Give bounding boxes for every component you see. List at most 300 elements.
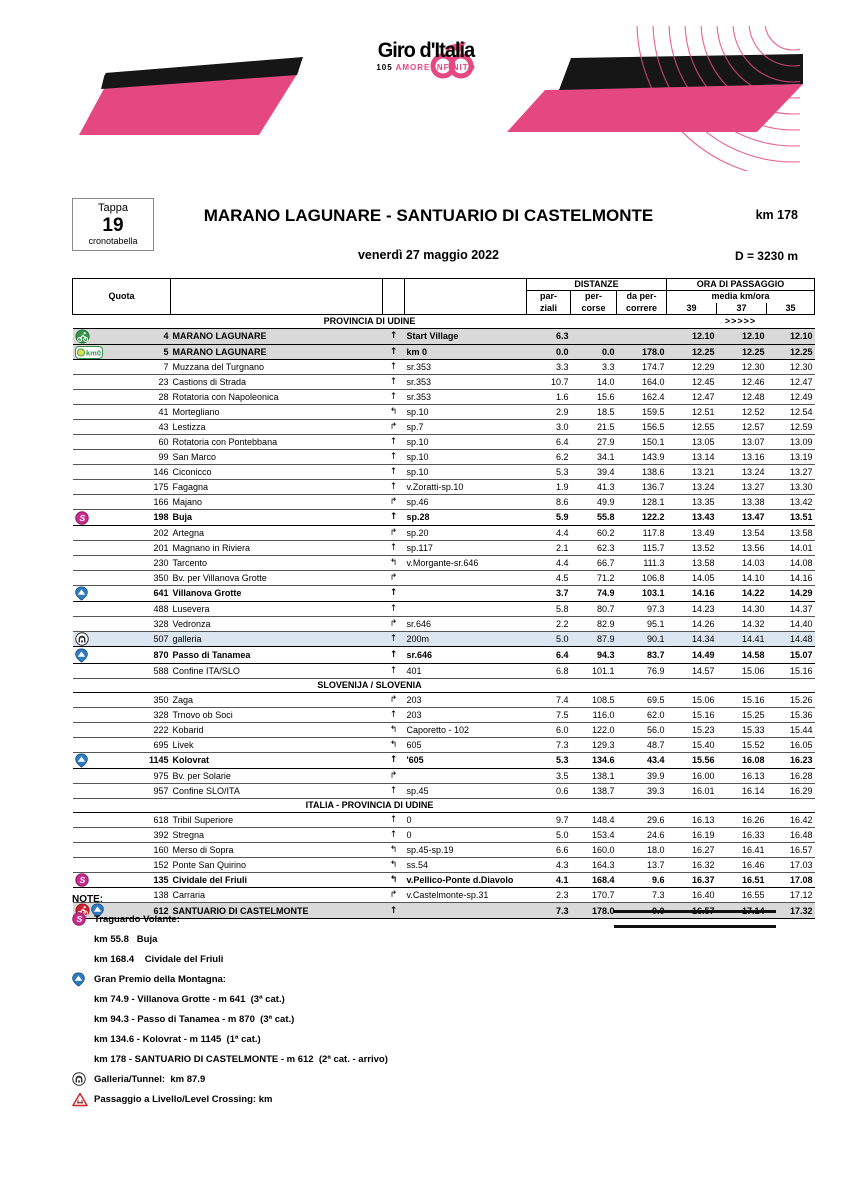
time-at-37: 12.46 [717, 375, 767, 390]
note-text: km 94.3 - Passo di Tanamea - m 870 (3ª cat.) [94, 1013, 295, 1025]
km-remaining: 43.4 [617, 752, 667, 768]
time-at-39: 14.49 [667, 647, 717, 663]
time-at-37: 13.27 [717, 480, 767, 495]
km-partial: 7.4 [527, 692, 571, 707]
location-name: Tribil Superiore [171, 812, 383, 827]
road-name: v.Castelmonte-sp.31 [405, 888, 527, 903]
location-name: Carraria [171, 888, 383, 903]
altitude-value: 507 [107, 631, 171, 647]
km-covered: 27.9 [571, 435, 617, 450]
altitude-value: 175 [107, 480, 171, 495]
km-covered: 60.2 [571, 525, 617, 540]
km-covered: 3.3 [571, 360, 617, 375]
km-remaining: 106.8 [617, 570, 667, 585]
road-name [405, 585, 527, 601]
location-name: Bv. per Solarie [171, 768, 383, 783]
km-covered: 39.4 [571, 465, 617, 480]
table-row [73, 390, 815, 405]
table-row [73, 692, 815, 707]
time-at-39: 14.34 [667, 631, 717, 647]
road-name: sr.353 [405, 360, 527, 375]
table-row [73, 601, 815, 616]
altitude-value: 588 [107, 663, 171, 678]
turn-direction-icon: ↑ [383, 435, 405, 450]
km-partial: 0.0 [527, 344, 571, 359]
time-at-37: 16.33 [717, 827, 767, 842]
road-name: 0 [405, 827, 527, 842]
km-covered: 168.4 [571, 872, 617, 888]
turn-direction-icon: ↱ [383, 525, 405, 540]
table-row [73, 663, 815, 678]
stage-titlebar [72, 198, 798, 263]
location-name: Passo di Tanamea [171, 647, 383, 663]
km-remaining: 90.1 [617, 631, 667, 647]
table-row [73, 842, 815, 857]
time-at-39: 16.13 [667, 812, 717, 827]
altitude-value: 350 [107, 692, 171, 707]
svg-text:S: S [78, 512, 85, 523]
altitude-value: 392 [107, 827, 171, 842]
km-remaining: 136.7 [617, 480, 667, 495]
turn-direction-icon: ↱ [383, 616, 405, 631]
location-name: Tarcento [171, 555, 383, 570]
note-text: Gran Premio della Montagna: [94, 973, 226, 985]
header-speed-37: 37 [717, 303, 767, 315]
row-icons [73, 601, 107, 616]
stage-date: venerdì 27 maggio 2022 [357, 248, 500, 262]
turn-direction-icon: ↱ [383, 495, 405, 510]
note-line [72, 989, 798, 1009]
time-at-37: 15.06 [717, 663, 767, 678]
time-at-39: 13.21 [667, 465, 717, 480]
turn-direction-icon: ↱ [383, 420, 405, 435]
turn-direction-icon: ↑ [383, 360, 405, 375]
header-location [171, 279, 383, 315]
time-at-39: 12.55 [667, 420, 717, 435]
time-at-35: 14.01 [767, 540, 815, 555]
note-line [72, 1009, 798, 1029]
turn-direction-icon: ↱ [383, 888, 405, 903]
time-at-39: 14.57 [667, 663, 717, 678]
table-row [73, 420, 815, 435]
time-at-35: 12.47 [767, 375, 815, 390]
time-at-37: 14.10 [717, 570, 767, 585]
time-at-37: 12.30 [717, 360, 767, 375]
giro-logo [356, 40, 496, 72]
km-remaining: 174.7 [617, 360, 667, 375]
turn-direction-icon: ↑ [383, 510, 405, 526]
altitude-value: 135 [107, 872, 171, 888]
turn-direction-icon: ↑ [383, 601, 405, 616]
row-icons [73, 812, 107, 827]
row-icons [73, 465, 107, 480]
turn-direction-icon: ↑ [383, 465, 405, 480]
km-covered: 82.9 [571, 616, 617, 631]
km-partial: 1.6 [527, 390, 571, 405]
note-line [72, 1049, 798, 1069]
time-at-37: 13.38 [717, 495, 767, 510]
time-at-35: 16.29 [767, 783, 815, 798]
time-at-35: 16.23 [767, 752, 815, 768]
row-icons [73, 450, 107, 465]
row-icons [73, 692, 107, 707]
time-at-35: 15.16 [767, 663, 815, 678]
km-covered: 41.3 [571, 480, 617, 495]
km-covered: 14.0 [571, 375, 617, 390]
time-at-35: 14.40 [767, 616, 815, 631]
location-name: Livek [171, 737, 383, 752]
turn-direction-icon: ↑ [383, 663, 405, 678]
road-name [405, 601, 527, 616]
time-at-39: 13.14 [667, 450, 717, 465]
road-name: sp.10 [405, 465, 527, 480]
altitude-value: 160 [107, 842, 171, 857]
altitude-value: 4 [107, 328, 171, 344]
row-icons [73, 707, 107, 722]
altitude-value: 328 [107, 707, 171, 722]
location-name: Confine SLO/ITA [171, 783, 383, 798]
km-covered: 148.4 [571, 812, 617, 827]
km-partial: 6.4 [527, 435, 571, 450]
km-remaining: 39.3 [617, 783, 667, 798]
km-covered: 122.0 [571, 722, 617, 737]
location-name: Merso di Sopra [171, 842, 383, 857]
km-covered: 18.5 [571, 405, 617, 420]
turn-direction-icon: ↑ [383, 647, 405, 663]
time-at-39: 16.37 [667, 872, 717, 888]
time-at-35: 13.42 [767, 495, 815, 510]
row-icons [73, 616, 107, 631]
table-row [73, 525, 815, 540]
header-speed-39: 39 [667, 303, 717, 315]
time-at-35: 12.49 [767, 390, 815, 405]
road-name [405, 768, 527, 783]
km-remaining: 18.0 [617, 842, 667, 857]
turn-direction-icon: ↰ [383, 722, 405, 737]
note-text: km 134.6 - Kolovrat - m 1145 (1ª cat.) [94, 1033, 261, 1045]
altitude-value: 488 [107, 601, 171, 616]
time-at-37: 12.57 [717, 420, 767, 435]
km-covered: 80.7 [571, 601, 617, 616]
location-name: Cividale del Friuli [171, 872, 383, 888]
km-remaining: 150.1 [617, 435, 667, 450]
km-covered: 55.8 [571, 510, 617, 526]
note-text: Galleria/Tunnel: km 87.9 [94, 1073, 206, 1085]
km-covered: 15.6 [571, 390, 617, 405]
table-row [73, 585, 815, 601]
location-name: Lusevera [171, 601, 383, 616]
km-covered: 138.7 [571, 783, 617, 798]
location-name: SANTUARIO DI CASTELMONTE [171, 903, 383, 919]
time-at-35: 16.42 [767, 812, 815, 827]
turn-direction-icon: ↑ [383, 328, 405, 344]
note-icon-wrap [72, 1092, 94, 1107]
time-at-35: 13.09 [767, 435, 815, 450]
km-covered: 170.7 [571, 888, 617, 903]
turn-direction-icon: ↑ [383, 585, 405, 601]
note-line [72, 1029, 798, 1049]
table-row [73, 540, 815, 555]
notes-label: NOTE: [72, 894, 104, 905]
road-name: 0 [405, 812, 527, 827]
altitude-value: 695 [107, 737, 171, 752]
location-name: Rotatoria con Napoleonica [171, 390, 383, 405]
row-icons [73, 585, 107, 601]
time-at-37: 14.22 [717, 585, 767, 601]
km-covered: 21.5 [571, 420, 617, 435]
altitude-value: 222 [107, 722, 171, 737]
km-covered: 94.3 [571, 647, 617, 663]
time-at-37: 16.14 [717, 783, 767, 798]
time-at-39: 16.40 [667, 888, 717, 903]
time-at-37: 13.47 [717, 510, 767, 526]
stage-box [72, 198, 154, 251]
km-partial: 2.3 [527, 888, 571, 903]
header-media: media km/ora [667, 291, 815, 303]
note-text: km 178 - SANTUARIO DI CASTELMONTE - m 612 (2ª cat. - arrivo) [94, 1053, 388, 1065]
km-partial: 6.8 [527, 663, 571, 678]
road-name: Start Village [405, 328, 527, 344]
time-at-37: 15.16 [717, 692, 767, 707]
tunnel-icon [75, 632, 89, 646]
road-name: 605 [405, 737, 527, 752]
time-at-39: 16.19 [667, 827, 717, 842]
table-row [73, 857, 815, 872]
turn-direction-icon: ↰ [383, 737, 405, 752]
time-at-39: 13.49 [667, 525, 717, 540]
km-partial: 6.4 [527, 647, 571, 663]
time-at-39: 12.51 [667, 405, 717, 420]
turn-direction-icon: ↑ [383, 631, 405, 647]
altitude-value: 618 [107, 812, 171, 827]
time-at-39: 13.24 [667, 480, 717, 495]
road-name: sp.45-sp.19 [405, 842, 527, 857]
road-name: sp.28 [405, 510, 527, 526]
note-line [72, 1069, 798, 1089]
altitude-value: 641 [107, 585, 171, 601]
table-row [73, 465, 815, 480]
row-icons [73, 737, 107, 752]
location-name: Castions di Strada [171, 375, 383, 390]
section-label: SLOVENIJA / SLOVENIA [73, 678, 667, 692]
time-at-35: 12.10 [767, 328, 815, 344]
km-remaining: 143.9 [617, 450, 667, 465]
km-remaining: 48.7 [617, 737, 667, 752]
altitude-value: 975 [107, 768, 171, 783]
altitude-value: 60 [107, 435, 171, 450]
location-name: Lestizza [171, 420, 383, 435]
road-name: sp.7 [405, 420, 527, 435]
stage-title: MARANO LAGUNARE - SANTUARIO DI CASTELMONTE [203, 206, 654, 225]
km-partial: 10.7 [527, 375, 571, 390]
svg-text:km0: km0 [85, 348, 101, 358]
corner-arcs-graphic [555, 26, 800, 171]
time-at-39: 16.32 [667, 857, 717, 872]
altitude-value: 1145 [107, 752, 171, 768]
note-text: km 168.4 Cividale del Friuli [94, 953, 224, 965]
turn-direction-icon: ↑ [383, 707, 405, 722]
time-at-35: 15.44 [767, 722, 815, 737]
km-partial: 2.9 [527, 405, 571, 420]
altitude-value: 152 [107, 857, 171, 872]
time-at-35: 12.30 [767, 360, 815, 375]
row-icons [73, 570, 107, 585]
km-remaining: 159.5 [617, 405, 667, 420]
direction-arrows [667, 678, 815, 692]
gpm-mountain-icon [75, 648, 88, 663]
time-at-39: 13.05 [667, 435, 717, 450]
km-remaining: 56.0 [617, 722, 667, 737]
km-remaining: 69.5 [617, 692, 667, 707]
table-row [73, 495, 815, 510]
direction-arrows [667, 798, 815, 812]
note-text: km 55.8 Buja [94, 933, 158, 945]
table-row [73, 616, 815, 631]
time-at-39: 15.56 [667, 752, 717, 768]
road-name: sp.20 [405, 525, 527, 540]
time-at-37: 16.26 [717, 812, 767, 827]
km-covered: 49.9 [571, 495, 617, 510]
turn-direction-icon: ↑ [383, 450, 405, 465]
km-partial: 5.0 [527, 827, 571, 842]
time-at-35: 14.08 [767, 555, 815, 570]
sprint-icon [75, 511, 89, 525]
time-at-35: 13.19 [767, 450, 815, 465]
note-line [72, 969, 798, 989]
altitude-value: 612 [107, 903, 171, 919]
km-partial: 4.3 [527, 857, 571, 872]
row-icons [73, 435, 107, 450]
level-crossing-icon [72, 1092, 88, 1107]
altitude-value: 23 [107, 375, 171, 390]
time-at-39: 14.05 [667, 570, 717, 585]
location-name: Villanova Grotte [171, 585, 383, 601]
time-at-35: 12.54 [767, 405, 815, 420]
table-row [73, 631, 815, 647]
table-row [73, 480, 815, 495]
time-at-39: 15.40 [667, 737, 717, 752]
km-partial: 7.3 [527, 737, 571, 752]
stage-title-mid [154, 198, 703, 262]
time-at-35: 14.16 [767, 570, 815, 585]
km-remaining: 115.7 [617, 540, 667, 555]
location-name: Mortegliano [171, 405, 383, 420]
altitude-value: 99 [107, 450, 171, 465]
sprint-icon [75, 873, 89, 887]
turn-direction-icon: ↑ [383, 903, 405, 919]
km-covered: 101.1 [571, 663, 617, 678]
location-name: Muzzana del Turgnano [171, 360, 383, 375]
row-icons [73, 360, 107, 375]
row-icons [73, 540, 107, 555]
time-at-39: 15.23 [667, 722, 717, 737]
left-banner-graphic [75, 45, 315, 137]
stage-title-right [703, 198, 798, 263]
km-covered [571, 328, 617, 344]
turn-direction-icon: ↱ [383, 692, 405, 707]
location-name: Vedronza [171, 616, 383, 631]
table-row [73, 510, 815, 526]
table-row [73, 328, 815, 344]
note-text: Passaggio a Livello/Level Crossing: km [94, 1093, 273, 1105]
time-at-37: 14.58 [717, 647, 767, 663]
altitude-value: 202 [107, 525, 171, 540]
row-icons [73, 647, 107, 663]
logo-title: Giro d'Italia [377, 39, 475, 62]
km-covered: 160.0 [571, 842, 617, 857]
km-covered: 71.2 [571, 570, 617, 585]
location-name: Bv. per Villanova Grotte [171, 570, 383, 585]
table-row [73, 707, 815, 722]
turn-direction-icon: ↑ [383, 827, 405, 842]
location-name: Stregna [171, 827, 383, 842]
km-partial: 5.3 [527, 465, 571, 480]
km-partial: 5.0 [527, 631, 571, 647]
time-at-37: 14.03 [717, 555, 767, 570]
km-covered: 138.1 [571, 768, 617, 783]
row-icons [73, 495, 107, 510]
km-covered: 66.7 [571, 555, 617, 570]
note-text: Traguardo Volante: [94, 913, 180, 925]
time-at-35: 13.58 [767, 525, 815, 540]
altitude-value: 870 [107, 647, 171, 663]
time-at-35: 16.57 [767, 842, 815, 857]
header-par-bottom: ziali [527, 303, 571, 315]
km-covered: 178.0 [571, 903, 617, 919]
km-partial: 6.6 [527, 842, 571, 857]
turn-direction-icon: ↑ [383, 783, 405, 798]
altitude-value: 28 [107, 390, 171, 405]
km-remaining: 97.3 [617, 601, 667, 616]
time-at-35: 15.26 [767, 692, 815, 707]
row-icons [73, 768, 107, 783]
time-at-35: 15.07 [767, 647, 815, 663]
turn-direction-icon: ↰ [383, 872, 405, 888]
location-name: Kobarid [171, 722, 383, 737]
location-name: MARANO LAGUNARE [171, 328, 383, 344]
timetable [72, 278, 815, 919]
table-row [73, 450, 815, 465]
row-icons [73, 783, 107, 798]
section-row [73, 678, 815, 692]
time-at-37: 12.25 [717, 344, 767, 359]
km-partial: 4.4 [527, 525, 571, 540]
km-partial: 1.9 [527, 480, 571, 495]
table-row [73, 752, 815, 768]
note-text: km 74.9 - Villanova Grotte - m 641 (3ª cat.) [94, 993, 285, 1005]
km0-icon [75, 346, 103, 359]
time-at-39: 16.00 [667, 768, 717, 783]
table-row [73, 570, 815, 585]
turn-direction-icon: ↑ [383, 390, 405, 405]
time-at-39: 14.26 [667, 616, 717, 631]
header-road [405, 279, 527, 315]
altitude-value: 957 [107, 783, 171, 798]
logo-edition: 105 [376, 63, 393, 72]
km-remaining: 138.6 [617, 465, 667, 480]
stage-label: Tappa [98, 202, 128, 214]
altitude-value: 7 [107, 360, 171, 375]
road-name [405, 570, 527, 585]
km-remaining: 76.9 [617, 663, 667, 678]
time-at-37: 16.46 [717, 857, 767, 872]
row-icons [73, 842, 107, 857]
time-at-37: 13.54 [717, 525, 767, 540]
time-at-35: 17.08 [767, 872, 815, 888]
km-partial: 6.0 [527, 722, 571, 737]
turn-direction-icon: ↑ [383, 812, 405, 827]
time-at-35: 13.30 [767, 480, 815, 495]
